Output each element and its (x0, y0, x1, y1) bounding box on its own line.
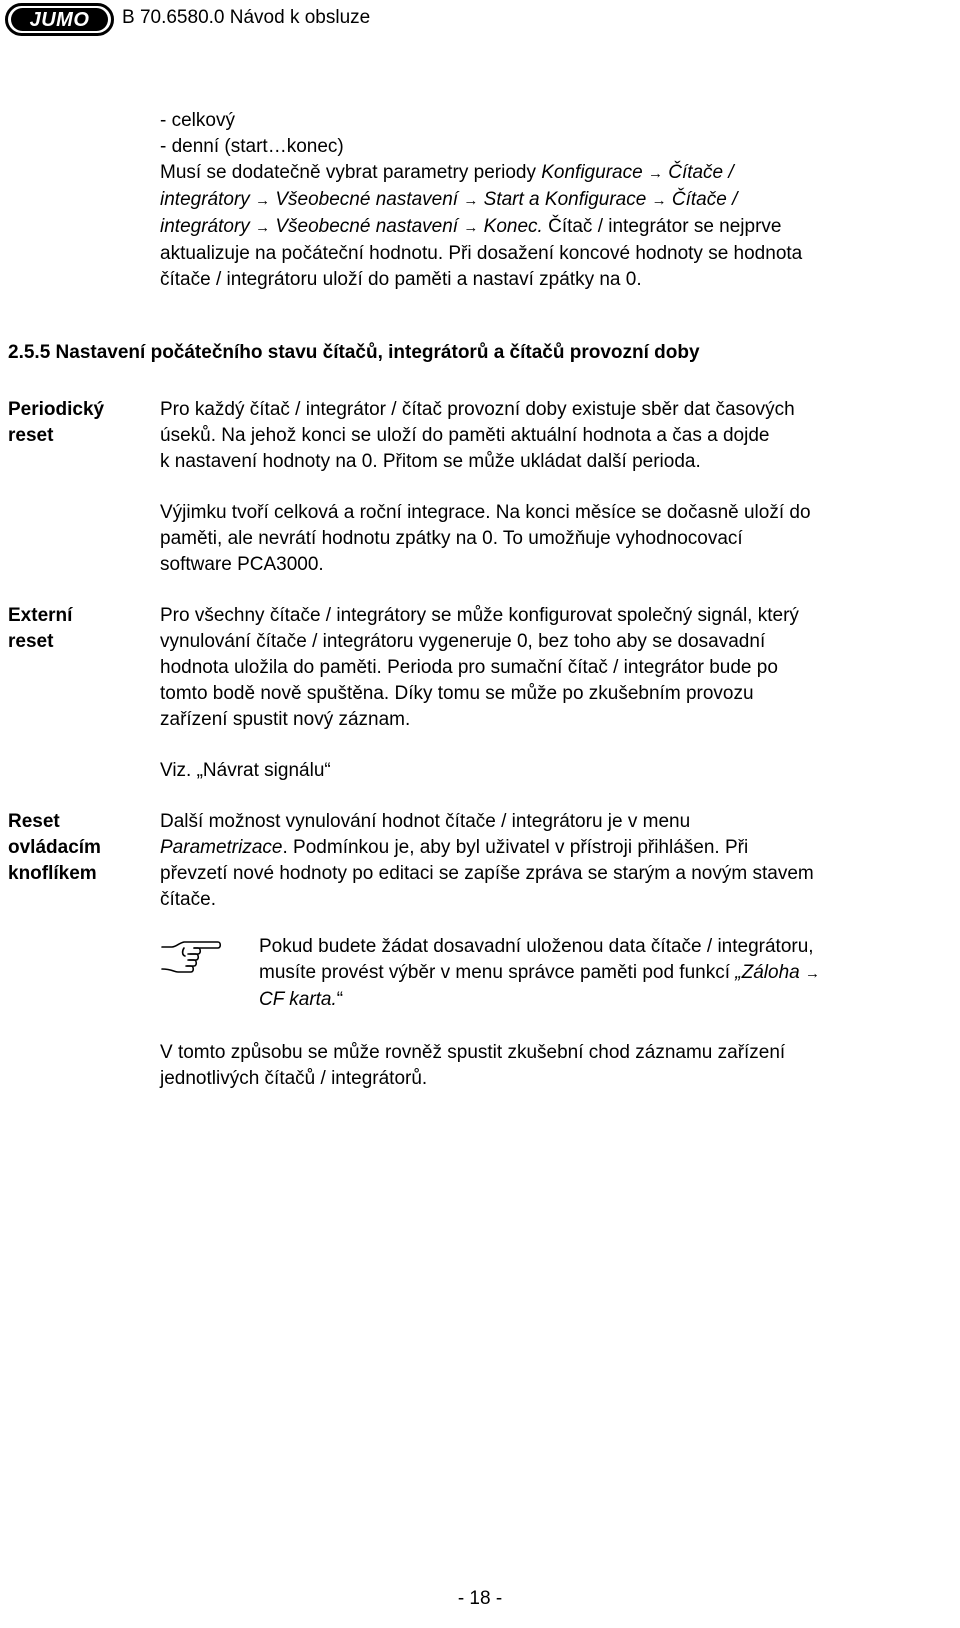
intro-line: integrátory → Všeobecné nastavení → Start a Konfigurace → Čítače / (160, 189, 738, 210)
arrow-icon: → (255, 192, 271, 209)
arrow-icon: → (651, 192, 667, 209)
intro-line: integrátory → Všeobecné nastavení → Konec. Čítač / integrátor se nejprve (160, 216, 782, 237)
intro-line: čítače / integrátoru uloží do paměti a nastaví zpátky na 0. (160, 269, 642, 290)
intro-line: - celkový (160, 110, 235, 131)
arrow-icon: → (647, 165, 663, 182)
document-title: B 70.6580.0 Návod k obsluze (122, 7, 371, 28)
knob-reset-label: Reset ovládacím knoflíkem (8, 811, 101, 884)
intro-paragraph (160, 108, 940, 293)
jumo-logo (5, 3, 114, 36)
logo-text: JUMO (11, 8, 108, 31)
closing-paragraph: V tomto způsobu se může rovněž spustit zkušební chod záznamu zařízení jednotlivých čítačů / integrátorů. (160, 1042, 786, 1089)
periodic-reset-label: Periodický reset (8, 399, 105, 446)
arrow-icon: → (804, 965, 820, 982)
note-paragraph: Pokud budete žádat dosavadní uloženou data čítače / integrátoru, musíte provést výběr v menu správce paměti pod funkcí „Záloha → CF karta.“ (259, 936, 820, 1010)
intro-line: - denní (start…konec) (160, 136, 344, 157)
external-reset-label: Externí reset (8, 605, 73, 652)
intro-line: aktualizuje na počáteční hodnotu. Při dosažení koncové hodnoty se hodnota (160, 243, 803, 264)
intro-line: Musí se dodatečně vybrat parametry periody Konfigurace → Čítače / (160, 162, 734, 183)
pointing-hand-icon (160, 937, 222, 977)
arrow-icon: → (463, 192, 479, 209)
arrow-icon: → (255, 219, 271, 236)
periodic-reset-paragraph: Pro každý čítač / integrátor / čítač provozní doby existuje sběr dat časových úseků. Na jehož konci se uloží do paměti aktuální hodnota a čas a dojde k nastavení hodnoty na 0. Přitom se může ukládat další perioda. (160, 399, 795, 472)
external-reset-paragraph: Pro všechny čítače / integrátory se může konfigurovat společný signál, který vynulování čítače / integrátoru vygeneruje 0, bez toho aby se dosavadní hodnota uložila do paměti. Perioda pro sumační čítač / integrátor bude po tomto bodě nově spuštěna. Díky tomu se může po zkušebním provozu zařízení spustit nový záznam. (160, 605, 799, 730)
arrow-icon: → (463, 219, 479, 236)
section-heading: 2.5.5 Nastavení počátečního stavu čítačů, integrátorů a čítačů provozní doby (8, 342, 700, 363)
page-number: - 18 - (457, 1588, 503, 1609)
see-reference: Viz. „Návrat signálu“ (160, 760, 331, 781)
knob-reset-paragraph: Další možnost vynulování hodnot čítače / integrátoru je v menu Parametrizace. Podmínkou je, aby byl uživatel v přístroji přihlášen. Při převzetí nové hodnoty po editaci se zapíše zpráva se starým a novým stavem čítače. (160, 811, 814, 910)
page-header (0, 0, 960, 40)
periodic-exception-paragraph: Výjimku tvoří celková a roční integrace. Na konci měsíce se dočasně uloží do paměti, ale nevrátí hodnotu zpátky na 0. To umožňuje vyhodnocovací software PCA3000. (160, 502, 811, 575)
